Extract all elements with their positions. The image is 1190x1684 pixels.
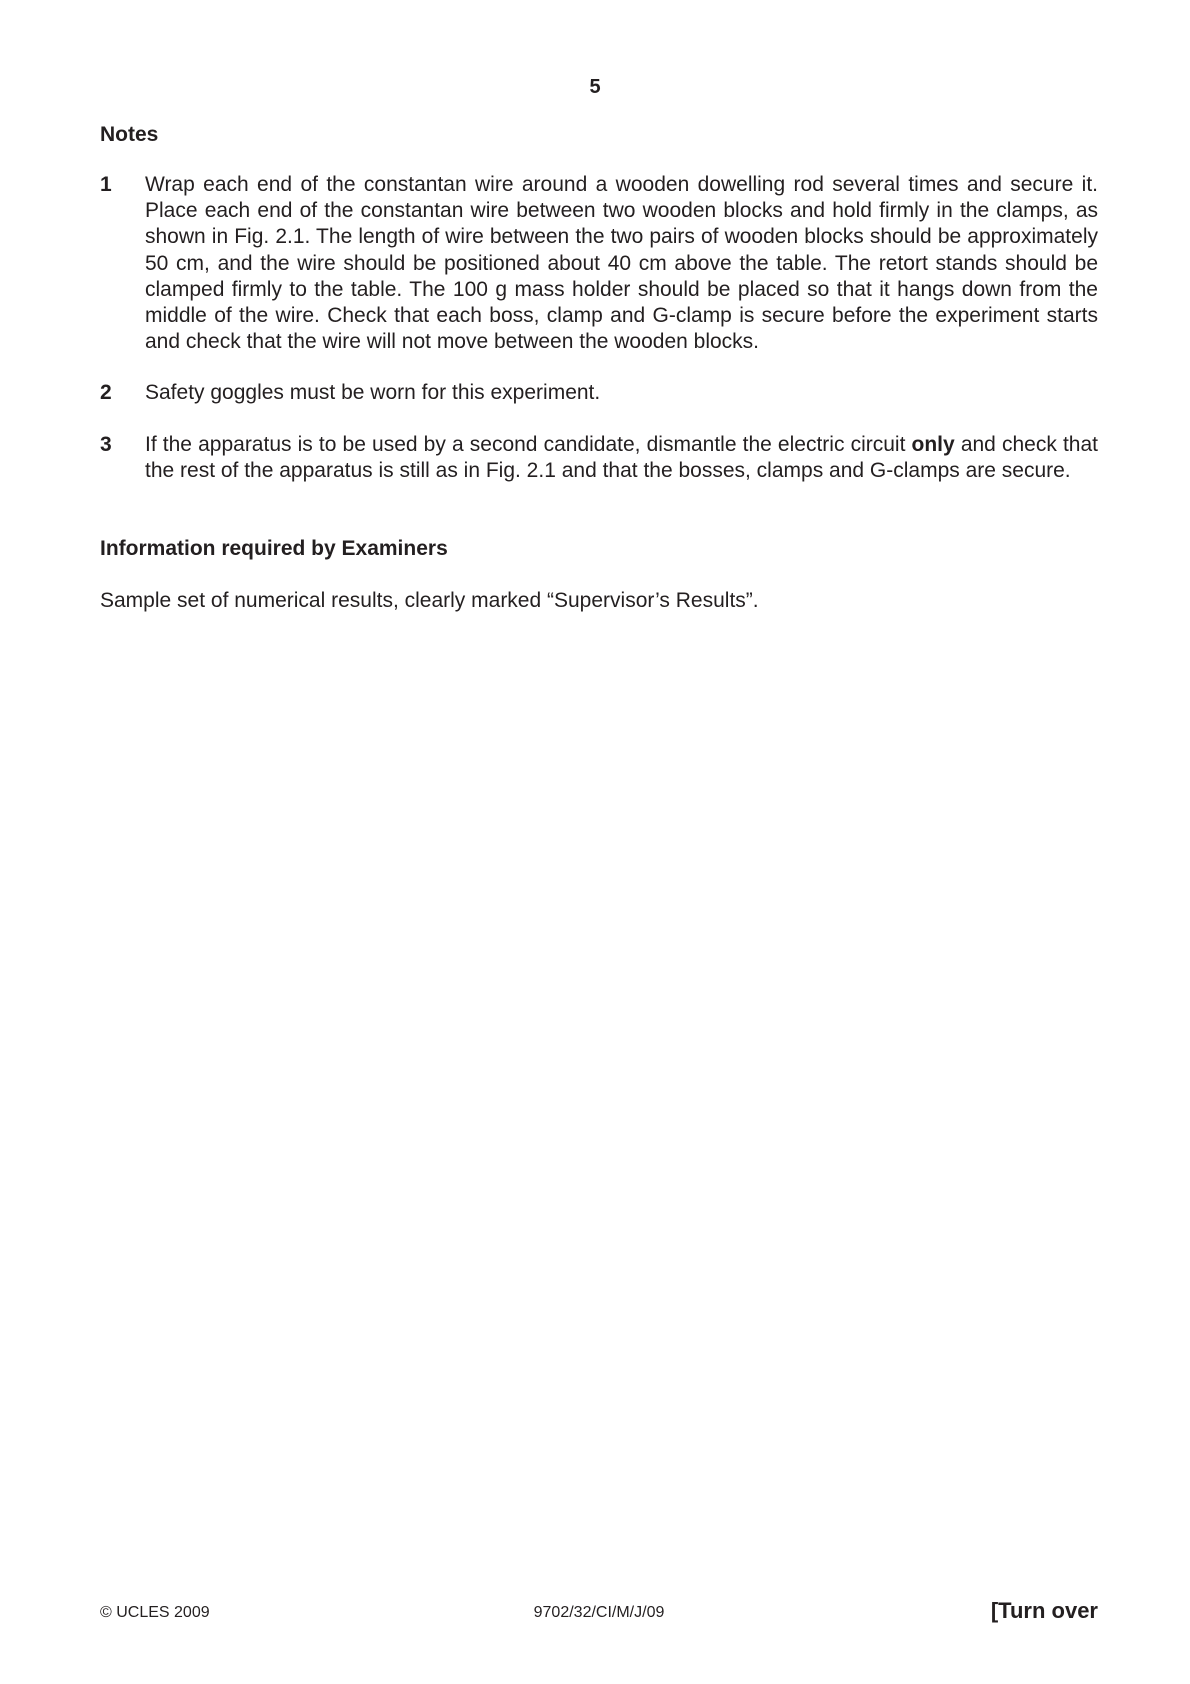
notes-list (100, 172, 1098, 484)
note-item-2 (100, 380, 1098, 406)
note-text-emphasis: only (911, 432, 955, 456)
note-text-after: and check that the rest of the apparatus is still as in Fig. 2.1 and that the bosses, clamps and G-clamps are secure. (145, 432, 1098, 482)
note-item-1 (100, 172, 1098, 355)
examiners-text: Sample set of numerical results, clearly marked “Supervisor’s Results”. (100, 589, 759, 613)
examiners-heading: Information required by Examiners (100, 537, 448, 561)
note-text: Wrap each end of the constantan wire around a wooden dowelling rod several times and secure it. Place each end of the constantan wire between two wooden blocks and hold firmly in the clamps, as shown in Fig. 2.1. The length of wire between the two pairs of wooden blocks should be approximately 50 cm, and the wire should be positioned about 40 cm above the table. The retort stands should be clamped firmly to the table. The 100 g mass holder should be placed so that it hangs down from the middle of the wire. Check that each boss, clamp and G-clamp is secure before the experiment starts and check that the wire will not move between the wooden blocks. (145, 173, 1098, 354)
note-text-before: If the apparatus is to be used by a second candidate, dismantle the electric circuit (145, 432, 906, 456)
page-footer (100, 1598, 1098, 1628)
page-content (100, 122, 1098, 635)
turn-over-label: [Turn over (990, 1598, 1098, 1623)
note-text: Safety goggles must be worn for this experiment. (145, 381, 601, 405)
note-text (145, 432, 1098, 484)
note-number: 3 (100, 432, 112, 456)
notes-heading: Notes (100, 123, 159, 146)
copyright-notice: © UCLES 2009 (100, 1604, 210, 1621)
paper-code: 9702/32/CI/M/J/09 (533, 1604, 665, 1621)
note-number: 1 (100, 173, 112, 196)
note-number: 2 (100, 381, 112, 405)
note-item-3 (100, 432, 1098, 484)
page-number: 5 (589, 76, 601, 98)
